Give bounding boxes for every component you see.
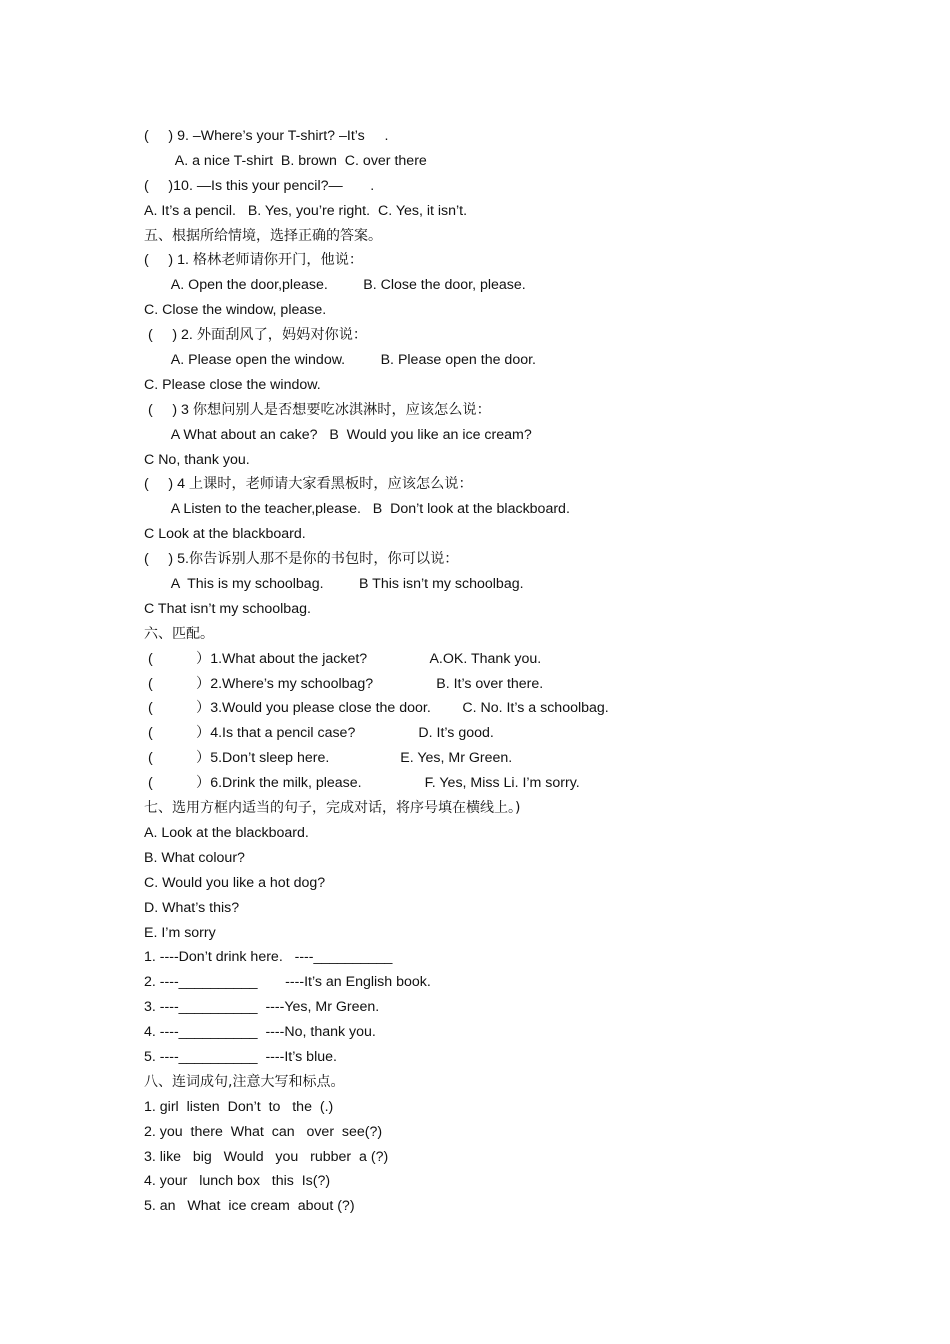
match-row-4: ( ）4.Is that a pencil case? D. It’s good. [144, 725, 494, 742]
match-row-5: ( ）5.Don’t sleep here. E. Yes, Mr Green. [144, 750, 513, 767]
worksheet-content [144, 124, 864, 1219]
s5-question-1: ( ) 1. 格林老师请你开门，他说： [144, 252, 364, 269]
s5-question-3-option-c: C No, thank you. [144, 451, 250, 468]
s5-question-4-option-c: C Look at the blackboard. [144, 526, 306, 543]
question-9-options: A. a nice T-shirt B. brown C. over there [144, 152, 427, 169]
s5-question-2-option-c: C. Please close the window. [144, 376, 321, 393]
choice-b: B. What colour? [144, 849, 245, 866]
section-6-heading: 六、匹配。 [144, 625, 214, 642]
section-5-heading: 五、根据所给情境，选择正确的答案。 [144, 227, 382, 244]
s5-question-3-options-ab: A What about an cake? B Would you like an ice cream? [144, 426, 532, 443]
reorder-1: 1. girl listen Don’t to the (.) [144, 1098, 334, 1115]
match-row-1: ( ）1.What about the jacket? A.OK. Thank you. [144, 650, 542, 667]
dialogue-1: 1. ----Don’t drink here. ----__________ [144, 949, 393, 966]
question-10-options: A. It’s a pencil. B. Yes, you’re right. C. Yes, it isn’t. [144, 202, 468, 219]
dialogue-5: 5. ----__________ ----It’s blue. [144, 1048, 337, 1065]
match-row-6: ( ）6.Drink the milk, please. F. Yes, Miss Li. I’m sorry. [144, 775, 580, 792]
question-10: ( )10. —Is this your pencil?— . [144, 177, 375, 194]
match-row-3: ( ）3.Would you please close the door. C. No. It’s a schoolbag. [144, 700, 609, 717]
section-7-heading: 七、选用方框内适当的句子，完成对话，将序号填在横线上。) [144, 800, 521, 817]
choice-a: A. Look at the blackboard. [144, 824, 309, 841]
match-row-2: ( ）2.Where’s my schoolbag? B. It’s over there. [144, 675, 544, 692]
s5-question-2-options-ab: A. Please open the window. B. Please open the door. [144, 352, 536, 369]
reorder-5: 5. an What ice cream about (?) [144, 1198, 355, 1215]
s5-question-4-options-ab: A Listen to the teacher,please. B Don’t look at the blackboard. [144, 501, 570, 518]
s5-question-2: ( ) 2. 外面刮风了，妈妈对你说： [144, 327, 368, 344]
choice-d: D. What’s this? [144, 899, 240, 916]
dialogue-2: 2. ----__________ ----It’s an English book. [144, 974, 431, 991]
dialogue-3: 3. ----__________ ----Yes, Mr Green. [144, 999, 380, 1016]
s5-question-3: ( ) 3 你想问别人是否想要吃冰淇淋时，应该怎么说： [144, 401, 491, 418]
s5-question-5-options-ab: A This is my schoolbag. B This isn’t my schoolbag. [144, 576, 524, 593]
reorder-2: 2. you there What can over see(?) [144, 1123, 383, 1140]
s5-question-4: ( ) 4 上课时，老师请大家看黑板时，应该怎么说： [144, 476, 473, 493]
s5-question-5: ( ) 5.你告诉别人那不是你的书包时，你可以说： [144, 551, 459, 568]
question-9: ( ) 9. –Where’s your T-shirt? –It’s . [144, 128, 389, 144]
reorder-3: 3. like big Would you rubber a (?) [144, 1148, 389, 1165]
dialogue-4: 4. ----__________ ----No, thank you. [144, 1024, 376, 1041]
choice-c: C. Would you like a hot dog? [144, 874, 326, 891]
choice-e: E. I’m sorry [144, 924, 216, 941]
reorder-4: 4. your lunch box this Is(?) [144, 1173, 331, 1190]
s5-question-1-options-ab: A. Open the door,please. B. Close the door, please. [144, 277, 526, 294]
s5-question-5-option-c: C That isn’t my schoolbag. [144, 600, 311, 617]
s5-question-1-option-c: C. Close the window, please. [144, 302, 327, 319]
section-8-heading: 八、连词成句,注意大写和标点。 [144, 1073, 345, 1090]
